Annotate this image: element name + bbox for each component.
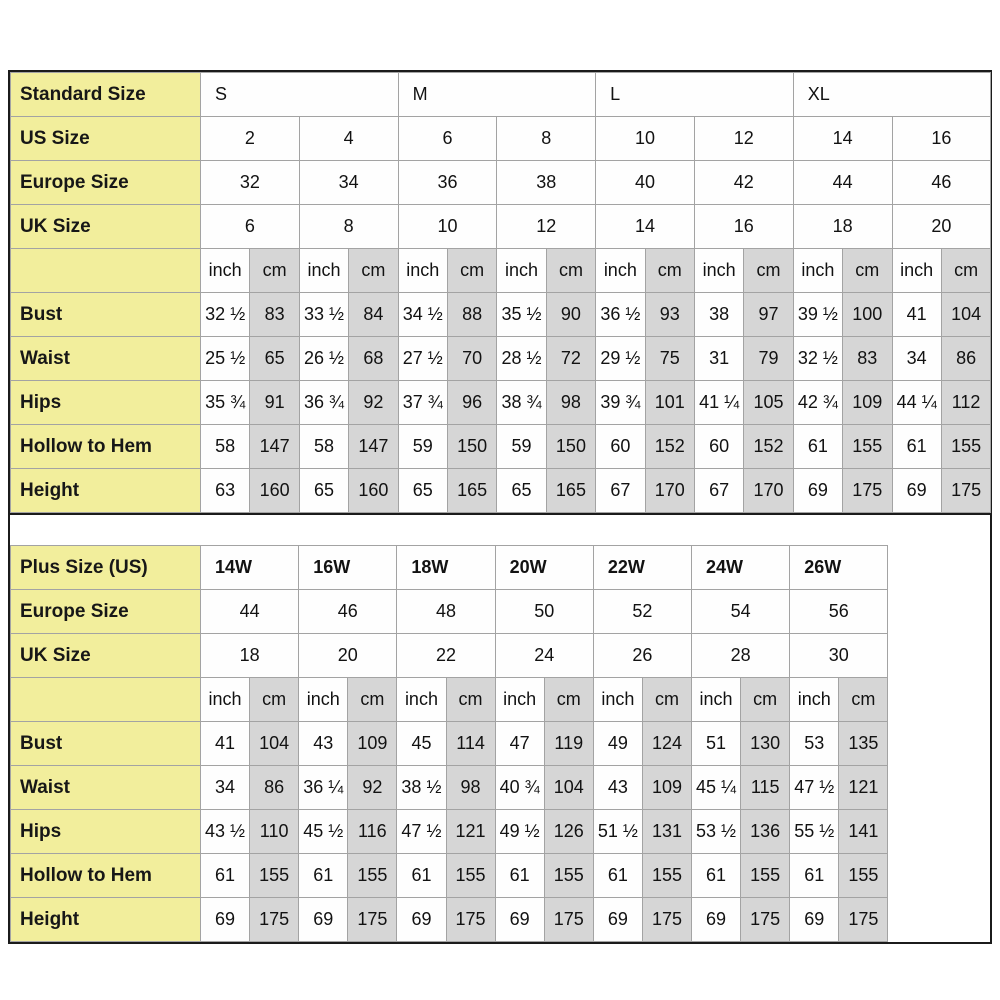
measurement-value-cell: 69: [790, 898, 839, 942]
measurement-value-cell: 130: [741, 722, 790, 766]
unit-header-cell: inch: [790, 678, 839, 722]
row-label: Hollow to Hem: [11, 854, 201, 898]
unit-header-cell: inch: [397, 678, 446, 722]
measurement-value-cell: 51 ½: [593, 810, 642, 854]
measurement-value-cell: 34: [201, 766, 250, 810]
measurement-value-cell: 104: [544, 766, 593, 810]
unit-header-cell: cm: [843, 249, 892, 293]
measurement-value-cell: 45: [397, 722, 446, 766]
unit-header-cell: cm: [544, 678, 593, 722]
row-label: Height: [11, 469, 201, 513]
measurement-value-cell: 121: [446, 810, 495, 854]
measurement-value-cell: 65: [250, 337, 299, 381]
unit-header-cell: inch: [299, 249, 348, 293]
size-value-cell: 22: [397, 634, 495, 678]
row-label: Hollow to Hem: [11, 425, 201, 469]
row-label: Hips: [11, 381, 201, 425]
measurement-value-cell: 175: [250, 898, 299, 942]
measurement-value-cell: 60: [596, 425, 645, 469]
measurement-value-cell: 47: [495, 722, 544, 766]
measurement-value-cell: 63: [201, 469, 250, 513]
measurement-value-cell: 49 ½: [495, 810, 544, 854]
measurement-row: [11, 293, 991, 337]
measurement-row: [11, 722, 888, 766]
measurement-value-cell: 150: [546, 425, 595, 469]
measurement-value-cell: 175: [839, 898, 888, 942]
measurement-value-cell: 155: [250, 854, 299, 898]
standard-size-table: [10, 72, 991, 513]
measurement-value-cell: 114: [446, 722, 495, 766]
measurement-value-cell: 97: [744, 293, 793, 337]
measurement-value-cell: 36 ¼: [299, 766, 348, 810]
measurement-value-cell: 109: [843, 381, 892, 425]
size-value-cell: 42: [694, 161, 793, 205]
size-row: [11, 161, 991, 205]
measurement-value-cell: 60: [694, 425, 743, 469]
measurement-value-cell: 155: [839, 854, 888, 898]
measurement-value-cell: 115: [741, 766, 790, 810]
measurement-value-cell: 31: [694, 337, 743, 381]
measurement-value-cell: 124: [642, 722, 691, 766]
measurement-value-cell: 91: [250, 381, 299, 425]
row-label: Height: [11, 898, 201, 942]
measurement-value-cell: 61: [201, 854, 250, 898]
measurement-value-cell: 69: [593, 898, 642, 942]
measurement-value-cell: 35 ½: [497, 293, 546, 337]
unit-header-cell: inch: [692, 678, 741, 722]
size-value-cell: 12: [694, 117, 793, 161]
measurement-value-cell: 69: [201, 898, 250, 942]
measurement-value-cell: 160: [250, 469, 299, 513]
row-label: Hips: [11, 810, 201, 854]
size-row: [11, 634, 888, 678]
measurement-value-cell: 93: [645, 293, 694, 337]
measurement-value-cell: 32 ½: [201, 293, 250, 337]
measurement-value-cell: 53 ½: [692, 810, 741, 854]
measurement-value-cell: 165: [546, 469, 595, 513]
measurement-value-cell: 96: [447, 381, 496, 425]
size-row: [11, 590, 888, 634]
unit-header-row: [11, 678, 888, 722]
standard-size-section: [10, 72, 990, 515]
measurement-value-cell: 33 ½: [299, 293, 348, 337]
measurement-value-cell: 47 ½: [397, 810, 446, 854]
unit-header-cell: cm: [250, 678, 299, 722]
measurement-value-cell: 92: [348, 766, 397, 810]
size-value-cell: 50: [495, 590, 593, 634]
measurement-value-cell: 61: [793, 425, 842, 469]
unit-header-cell: cm: [349, 249, 398, 293]
row-label: Bust: [11, 722, 201, 766]
measurement-value-cell: 38 ½: [397, 766, 446, 810]
unit-header-cell: cm: [839, 678, 888, 722]
measurement-value-cell: 61: [692, 854, 741, 898]
size-value-cell: 46: [892, 161, 991, 205]
measurement-value-cell: 69: [793, 469, 842, 513]
size-value-cell: 18: [201, 634, 299, 678]
size-value-cell: 48: [397, 590, 495, 634]
row-label: Waist: [11, 337, 201, 381]
measurement-value-cell: 55 ½: [790, 810, 839, 854]
measurement-value-cell: 69: [299, 898, 348, 942]
measurement-value-cell: 51: [692, 722, 741, 766]
measurement-value-cell: 43 ½: [201, 810, 250, 854]
measurement-value-cell: 175: [741, 898, 790, 942]
size-value-cell: 44: [201, 590, 299, 634]
measurement-value-cell: 104: [941, 293, 990, 337]
row-label: [11, 249, 201, 293]
measurement-value-cell: 136: [741, 810, 790, 854]
measurement-value-cell: 69: [892, 469, 941, 513]
size-group-cell: S: [201, 73, 399, 117]
row-label: US Size: [11, 117, 201, 161]
size-group-cell: L: [596, 73, 794, 117]
row-label: UK Size: [11, 205, 201, 249]
size-value-cell: 2: [201, 117, 300, 161]
measurement-value-cell: 69: [397, 898, 446, 942]
measurement-value-cell: 104: [250, 722, 299, 766]
unit-header-row: [11, 249, 991, 293]
unit-header-cell: inch: [398, 249, 447, 293]
unit-header-cell: cm: [546, 249, 595, 293]
size-value-cell: 14: [793, 117, 892, 161]
measurement-value-cell: 175: [941, 469, 990, 513]
unit-header-cell: cm: [250, 249, 299, 293]
measurement-value-cell: 147: [250, 425, 299, 469]
measurement-row: [11, 381, 991, 425]
measurement-value-cell: 109: [348, 722, 397, 766]
row-label: Europe Size: [11, 590, 201, 634]
size-value-cell: 40: [596, 161, 695, 205]
measurement-value-cell: 49: [593, 722, 642, 766]
size-group-cell: 24W: [692, 546, 790, 590]
measurement-value-cell: 100: [843, 293, 892, 337]
size-row: [11, 117, 991, 161]
measurement-value-cell: 92: [349, 381, 398, 425]
measurement-value-cell: 150: [447, 425, 496, 469]
unit-header-cell: inch: [495, 678, 544, 722]
measurement-value-cell: 119: [544, 722, 593, 766]
measurement-value-cell: 126: [544, 810, 593, 854]
measurement-value-cell: 116: [348, 810, 397, 854]
size-group-row: [11, 546, 888, 590]
size-value-cell: 24: [495, 634, 593, 678]
measurement-value-cell: 61: [397, 854, 446, 898]
measurement-value-cell: 72: [546, 337, 595, 381]
unit-header-cell: inch: [892, 249, 941, 293]
measurement-value-cell: 43: [299, 722, 348, 766]
measurement-value-cell: 131: [642, 810, 691, 854]
measurement-value-cell: 147: [349, 425, 398, 469]
measurement-value-cell: 112: [941, 381, 990, 425]
measurement-value-cell: 28 ½: [497, 337, 546, 381]
measurement-value-cell: 86: [250, 766, 299, 810]
size-group-cell: 22W: [593, 546, 691, 590]
measurement-value-cell: 175: [642, 898, 691, 942]
measurement-value-cell: 43: [593, 766, 642, 810]
size-group-cell: 18W: [397, 546, 495, 590]
measurement-value-cell: 69: [692, 898, 741, 942]
measurement-value-cell: 155: [446, 854, 495, 898]
measurement-value-cell: 83: [843, 337, 892, 381]
measurement-value-cell: 29 ½: [596, 337, 645, 381]
measurement-value-cell: 34 ½: [398, 293, 447, 337]
unit-header-cell: cm: [642, 678, 691, 722]
measurement-value-cell: 175: [348, 898, 397, 942]
unit-header-cell: inch: [201, 249, 250, 293]
size-value-cell: 6: [201, 205, 300, 249]
measurement-value-cell: 155: [741, 854, 790, 898]
measurement-value-cell: 170: [645, 469, 694, 513]
size-value-cell: 26: [593, 634, 691, 678]
measurement-value-cell: 53: [790, 722, 839, 766]
measurement-value-cell: 160: [349, 469, 398, 513]
size-group-cell: 14W: [201, 546, 299, 590]
measurement-value-cell: 41 ¼: [694, 381, 743, 425]
measurement-value-cell: 35 ¾: [201, 381, 250, 425]
size-group-cell: XL: [793, 73, 991, 117]
size-value-cell: 12: [497, 205, 596, 249]
measurement-value-cell: 152: [744, 425, 793, 469]
measurement-value-cell: 34: [892, 337, 941, 381]
row-label: UK Size: [11, 634, 201, 678]
size-value-cell: 32: [201, 161, 300, 205]
unit-header-cell: inch: [497, 249, 546, 293]
measurement-value-cell: 75: [645, 337, 694, 381]
size-value-cell: 20: [299, 634, 397, 678]
measurement-value-cell: 38 ¾: [497, 381, 546, 425]
size-value-cell: 6: [398, 117, 497, 161]
size-value-cell: 36: [398, 161, 497, 205]
size-value-cell: 46: [299, 590, 397, 634]
measurement-row: [11, 898, 888, 942]
unit-header-cell: cm: [446, 678, 495, 722]
measurement-value-cell: 86: [941, 337, 990, 381]
measurement-value-cell: 67: [596, 469, 645, 513]
measurement-value-cell: 65: [299, 469, 348, 513]
size-group-cell: 20W: [495, 546, 593, 590]
measurement-value-cell: 175: [843, 469, 892, 513]
measurement-value-cell: 70: [447, 337, 496, 381]
unit-header-cell: cm: [348, 678, 397, 722]
measurement-value-cell: 141: [839, 810, 888, 854]
size-value-cell: 18: [793, 205, 892, 249]
unit-header-cell: cm: [741, 678, 790, 722]
size-value-cell: 52: [593, 590, 691, 634]
unit-header-cell: inch: [299, 678, 348, 722]
unit-header-cell: inch: [694, 249, 743, 293]
measurement-value-cell: 59: [398, 425, 447, 469]
unit-header-cell: cm: [645, 249, 694, 293]
unit-header-cell: inch: [596, 249, 645, 293]
size-value-cell: 54: [692, 590, 790, 634]
measurement-value-cell: 42 ¾: [793, 381, 842, 425]
measurement-value-cell: 98: [446, 766, 495, 810]
measurement-value-cell: 65: [497, 469, 546, 513]
measurement-value-cell: 61: [593, 854, 642, 898]
measurement-value-cell: 175: [446, 898, 495, 942]
size-group-row: [11, 73, 991, 117]
measurement-value-cell: 170: [744, 469, 793, 513]
measurement-value-cell: 40 ¾: [495, 766, 544, 810]
row-label: Waist: [11, 766, 201, 810]
measurement-value-cell: 61: [790, 854, 839, 898]
row-label: [11, 678, 201, 722]
measurement-value-cell: 61: [892, 425, 941, 469]
unit-header-cell: inch: [593, 678, 642, 722]
row-label: Europe Size: [11, 161, 201, 205]
measurement-value-cell: 105: [744, 381, 793, 425]
measurement-value-cell: 79: [744, 337, 793, 381]
size-value-cell: 10: [398, 205, 497, 249]
measurement-value-cell: 109: [642, 766, 691, 810]
size-value-cell: 28: [692, 634, 790, 678]
measurement-value-cell: 84: [349, 293, 398, 337]
measurement-value-cell: 155: [544, 854, 593, 898]
measurement-value-cell: 26 ½: [299, 337, 348, 381]
measurement-value-cell: 121: [839, 766, 888, 810]
measurement-value-cell: 27 ½: [398, 337, 447, 381]
size-value-cell: 56: [790, 590, 888, 634]
size-chart-frame: [8, 70, 992, 944]
size-value-cell: 8: [497, 117, 596, 161]
measurement-value-cell: 39 ¾: [596, 381, 645, 425]
size-value-cell: 30: [790, 634, 888, 678]
plus-size-table: [10, 545, 888, 942]
measurement-value-cell: 25 ½: [201, 337, 250, 381]
measurement-row: [11, 854, 888, 898]
measurement-value-cell: 155: [348, 854, 397, 898]
measurement-value-cell: 59: [497, 425, 546, 469]
table-gap: [10, 515, 990, 545]
size-value-cell: 38: [497, 161, 596, 205]
measurement-value-cell: 155: [843, 425, 892, 469]
measurement-row: [11, 810, 888, 854]
measurement-value-cell: 155: [642, 854, 691, 898]
measurement-value-cell: 90: [546, 293, 595, 337]
size-value-cell: 8: [299, 205, 398, 249]
measurement-value-cell: 36 ½: [596, 293, 645, 337]
row-label: Plus Size (US): [11, 546, 201, 590]
measurement-value-cell: 45 ½: [299, 810, 348, 854]
size-row: [11, 205, 991, 249]
size-value-cell: 44: [793, 161, 892, 205]
unit-header-cell: inch: [201, 678, 250, 722]
measurement-value-cell: 69: [495, 898, 544, 942]
unit-header-cell: inch: [793, 249, 842, 293]
measurement-value-cell: 68: [349, 337, 398, 381]
measurement-row: [11, 766, 888, 810]
measurement-value-cell: 152: [645, 425, 694, 469]
measurement-value-cell: 39 ½: [793, 293, 842, 337]
measurement-value-cell: 47 ½: [790, 766, 839, 810]
measurement-value-cell: 65: [398, 469, 447, 513]
size-value-cell: 16: [892, 117, 991, 161]
measurement-value-cell: 58: [299, 425, 348, 469]
size-value-cell: 4: [299, 117, 398, 161]
measurement-value-cell: 61: [495, 854, 544, 898]
size-value-cell: 10: [596, 117, 695, 161]
size-value-cell: 14: [596, 205, 695, 249]
measurement-value-cell: 44 ¼: [892, 381, 941, 425]
measurement-value-cell: 32 ½: [793, 337, 842, 381]
measurement-value-cell: 36 ¾: [299, 381, 348, 425]
size-group-cell: 16W: [299, 546, 397, 590]
measurement-row: [11, 337, 991, 381]
measurement-value-cell: 165: [447, 469, 496, 513]
measurement-row: [11, 425, 991, 469]
row-label: Bust: [11, 293, 201, 337]
measurement-value-cell: 67: [694, 469, 743, 513]
unit-header-cell: cm: [941, 249, 990, 293]
size-value-cell: 34: [299, 161, 398, 205]
measurement-value-cell: 155: [941, 425, 990, 469]
measurement-value-cell: 110: [250, 810, 299, 854]
measurement-value-cell: 45 ¼: [692, 766, 741, 810]
measurement-value-cell: 58: [201, 425, 250, 469]
measurement-value-cell: 61: [299, 854, 348, 898]
size-group-cell: 26W: [790, 546, 888, 590]
measurement-value-cell: 135: [839, 722, 888, 766]
size-group-cell: M: [398, 73, 596, 117]
measurement-value-cell: 41: [892, 293, 941, 337]
size-value-cell: 20: [892, 205, 991, 249]
row-label: Standard Size: [11, 73, 201, 117]
measurement-row: [11, 469, 991, 513]
unit-header-cell: cm: [744, 249, 793, 293]
measurement-value-cell: 88: [447, 293, 496, 337]
unit-header-cell: cm: [447, 249, 496, 293]
measurement-value-cell: 41: [201, 722, 250, 766]
measurement-value-cell: 98: [546, 381, 595, 425]
measurement-value-cell: 175: [544, 898, 593, 942]
measurement-value-cell: 83: [250, 293, 299, 337]
measurement-value-cell: 101: [645, 381, 694, 425]
measurement-value-cell: 37 ¾: [398, 381, 447, 425]
measurement-value-cell: 38: [694, 293, 743, 337]
size-value-cell: 16: [694, 205, 793, 249]
